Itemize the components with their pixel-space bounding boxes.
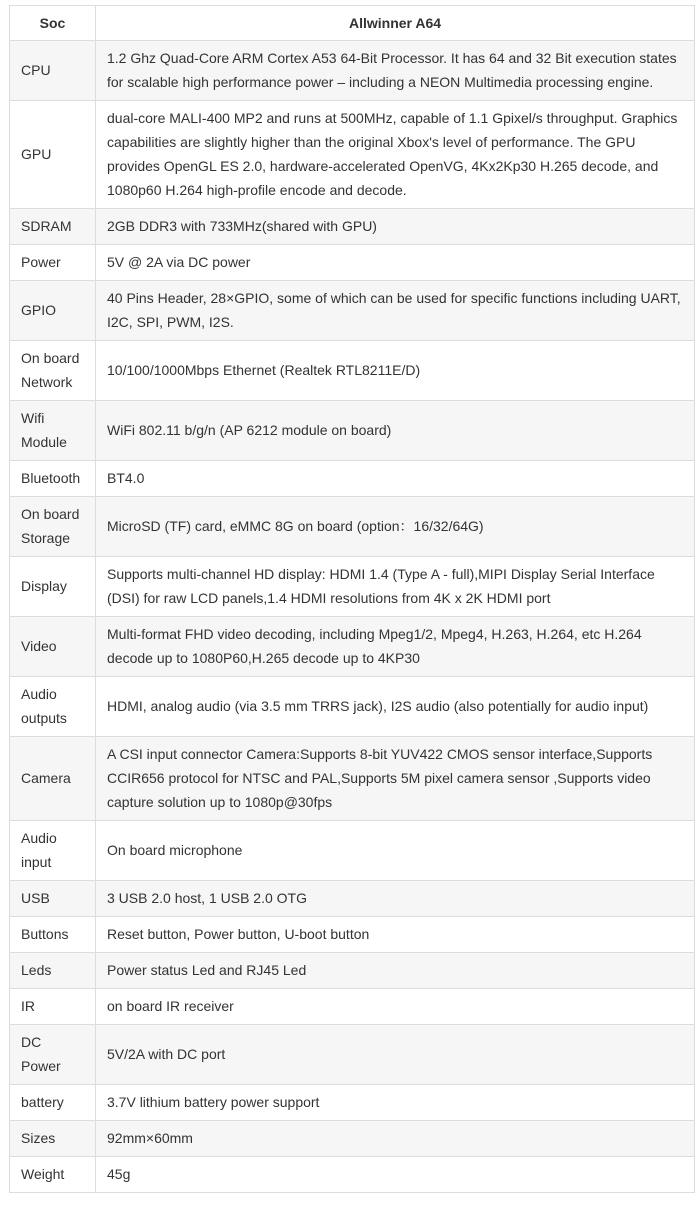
table-row-audio-outputs	[10, 677, 695, 737]
table-row-gpu	[10, 101, 695, 209]
row-label: SDRAM	[10, 209, 96, 245]
spec-table	[9, 5, 695, 1193]
row-label: GPU	[10, 101, 96, 209]
row-value: MicroSD (TF) card, eMMC 8G on board (option：16/32/64G)	[96, 497, 695, 557]
table-row-battery	[10, 1085, 695, 1121]
row-label: Wifi Module	[10, 401, 96, 461]
table-row-bluetooth	[10, 461, 695, 497]
header-label-cell: Soc	[10, 6, 96, 41]
row-label: Buttons	[10, 917, 96, 953]
row-label: Camera	[10, 737, 96, 821]
table-row-network	[10, 341, 695, 401]
table-row-audio-input	[10, 821, 695, 881]
row-value: Reset button, Power button, U-boot button	[96, 917, 695, 953]
row-value: BT4.0	[96, 461, 695, 497]
row-value: 5V/2A with DC port	[96, 1025, 695, 1085]
row-value: WiFi 802.11 b/g/n (AP 6212 module on board)	[96, 401, 695, 461]
row-value: 3.7V lithium battery power support	[96, 1085, 695, 1121]
row-value: 10/100/1000Mbps Ethernet (Realtek RTL8211E/D)	[96, 341, 695, 401]
row-value: 40 Pins Header, 28×GPIO, some of which can be used for specific functions including UART, I2C, SPI, PWM, I2S.	[96, 281, 695, 341]
row-label: GPIO	[10, 281, 96, 341]
table-row-weight	[10, 1157, 695, 1193]
table-row-camera	[10, 737, 695, 821]
row-value: 92mm×60mm	[96, 1121, 695, 1157]
row-label: Video	[10, 617, 96, 677]
row-value: 5V @ 2A via DC power	[96, 245, 695, 281]
table-row-sdram	[10, 209, 695, 245]
table-row-storage	[10, 497, 695, 557]
row-value: HDMI, analog audio (via 3.5 mm TRRS jack), I2S audio (also potentially for audio input)	[96, 677, 695, 737]
row-value: 1.2 Ghz Quad-Core ARM Cortex A53 64-Bit Processor. It has 64 and 32 Bit execution states for scalable high performance power – including a NEON Multimedia processing engine.	[96, 41, 695, 101]
table-row-usb	[10, 881, 695, 917]
table-row-leds	[10, 953, 695, 989]
row-label: Sizes	[10, 1121, 96, 1157]
row-label: Bluetooth	[10, 461, 96, 497]
row-value: A CSI input connector Camera:Supports 8-bit YUV422 CMOS sensor interface,Supports CCIR656 protocol for NTSC and PAL,Supports 5M pixel camera sensor ,Supports video capture solution up to 1080p@30fps	[96, 737, 695, 821]
table-header	[10, 6, 695, 41]
row-value: 3 USB 2.0 host, 1 USB 2.0 OTG	[96, 881, 695, 917]
header-value-cell: Allwinner A64	[96, 6, 695, 41]
row-label: USB	[10, 881, 96, 917]
table-row-power	[10, 245, 695, 281]
row-label: Display	[10, 557, 96, 617]
row-value: on board IR receiver	[96, 989, 695, 1025]
row-value: Power status Led and RJ45 Led	[96, 953, 695, 989]
table-row-video	[10, 617, 695, 677]
table-row-ir	[10, 989, 695, 1025]
row-label: On board Storage	[10, 497, 96, 557]
row-value: 45g	[96, 1157, 695, 1193]
row-value: On board microphone	[96, 821, 695, 881]
row-value: 2GB DDR3 with 733MHz(shared with GPU)	[96, 209, 695, 245]
table-row-display	[10, 557, 695, 617]
table-row-buttons	[10, 917, 695, 953]
row-label: DC Power	[10, 1025, 96, 1085]
row-value: dual-core MALI-400 MP2 and runs at 500MHz, capable of 1.1 Gpixel/s throughput. Graphics capabilities are slightly higher than the original Xbox's level of performance. The GPU provides OpenGL ES 2.0, hardware-accelerated OpenVG, 4Kx2Kp30 H.265 decode, and 1080p60 H.264 high-profile encode and decode.	[96, 101, 695, 209]
row-label: Leds	[10, 953, 96, 989]
table-row-dc-power	[10, 1025, 695, 1085]
table-body	[10, 41, 695, 1193]
row-label: CPU	[10, 41, 96, 101]
row-label: Weight	[10, 1157, 96, 1193]
row-value: Multi-format FHD video decoding, including Mpeg1/2, Mpeg4, H.263, H.264, etc H.264 decode up to 1080P60,H.265 decode up to 4KP30	[96, 617, 695, 677]
table-row-wifi	[10, 401, 695, 461]
table-header-row	[10, 6, 695, 41]
table-row-gpio	[10, 281, 695, 341]
row-label: Power	[10, 245, 96, 281]
table-row-sizes	[10, 1121, 695, 1157]
row-label: On board Network	[10, 341, 96, 401]
row-value: Supports multi-channel HD display: HDMI 1.4 (Type A - full),MIPI Display Serial Interface (DSI) for raw LCD panels,1.4 HDMI resolutions from 4K x 2K HDMI port	[96, 557, 695, 617]
row-label: Audio input	[10, 821, 96, 881]
row-label: IR	[10, 989, 96, 1025]
row-label: Audio outputs	[10, 677, 96, 737]
table-row-cpu	[10, 41, 695, 101]
row-label: battery	[10, 1085, 96, 1121]
